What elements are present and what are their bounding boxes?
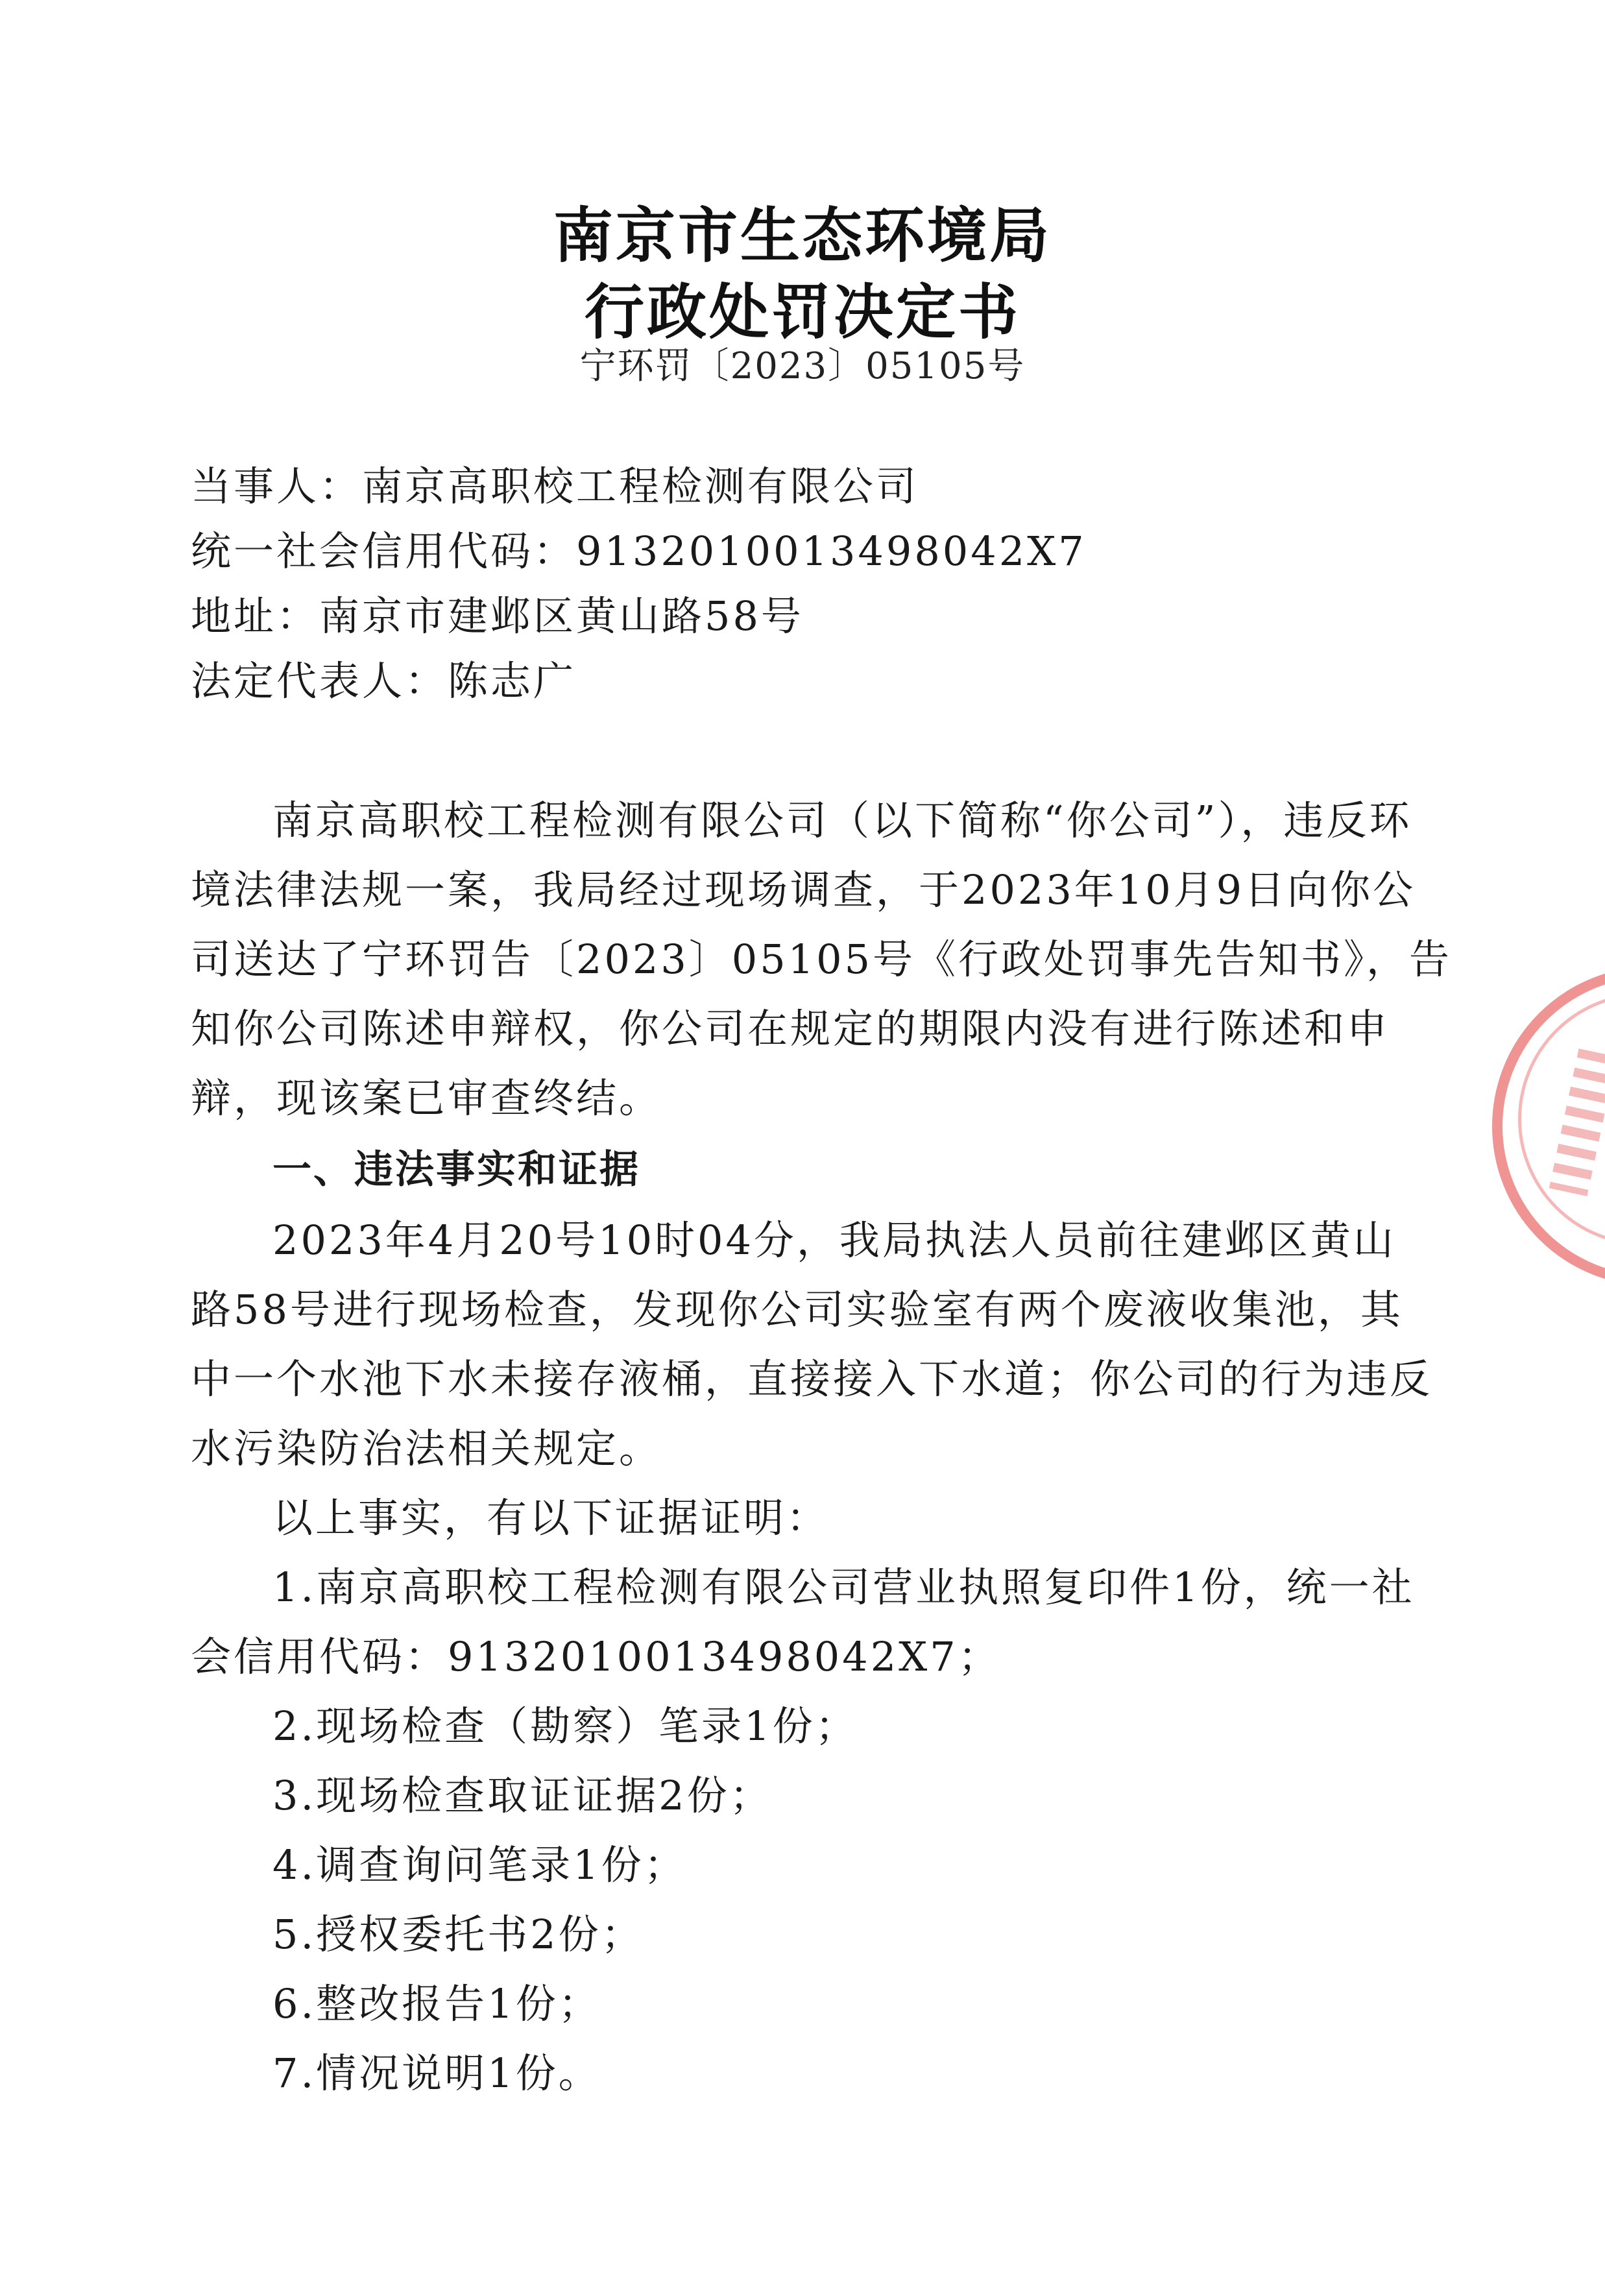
document-title-line1: 南京市生态环境局 xyxy=(553,201,1052,271)
document-number: 宁环罚〔2023〕05105号 xyxy=(579,345,1026,387)
intro-line: 知你公司陈述申辩权，你公司在规定的期限内没有进行陈述和申 xyxy=(191,1005,1390,1052)
evidence-item: 4.调查询问笔录1份； xyxy=(272,1841,687,1889)
fact-line: 水污染防治法相关规定。 xyxy=(191,1425,662,1472)
intro-line: 南京高职校工程检测有限公司（以下简称“你公司”），违反环 xyxy=(272,797,1412,844)
evidence-item: 6.整改报告1份； xyxy=(272,1980,601,2027)
evidence-item: 2.现场检查（勘察）笔录1份； xyxy=(272,1702,858,1750)
evidence-item: 会信用代码：9132010013498042X7； xyxy=(191,1633,1001,1680)
intro-line: 辩，现该案已审查终结。 xyxy=(191,1074,662,1122)
evidence-item: 1.南京高职校工程检测有限公司营业执照复印件1份，统一社 xyxy=(272,1564,1415,1611)
party-name: 当事人：南京高职校工程检测有限公司 xyxy=(191,463,919,510)
intro-line: 境法律法规一案，我局经过现场调查，于2023年10月9日向你公 xyxy=(191,866,1416,913)
fact-line: 路58号进行现场检查，发现你公司实验室有两个废液收集池，其 xyxy=(191,1286,1403,1333)
fact-line: 中一个水池下水未接存液桶，直接接入下水道；你公司的行为违反 xyxy=(191,1355,1433,1403)
section-heading: 一、违法事实和证据 xyxy=(272,1147,640,1192)
party-credit-code: 统一社会信用代码：9132010013498042X7 xyxy=(191,527,1087,575)
fact-line: 2023年4月20号10时04分，我局执法人员前往建邺区黄山 xyxy=(272,1216,1396,1264)
document-title-line2: 行政处罚决定书 xyxy=(584,278,1020,347)
evidence-intro: 以上事实，有以下证据证明： xyxy=(272,1494,830,1541)
evidence-item: 3.现场检查取证证据2份； xyxy=(272,1772,773,1819)
evidence-item: 5.授权委托书2份； xyxy=(272,1911,644,1958)
evidence-item: 7.情况说明1份。 xyxy=(272,2049,601,2097)
party-legal-representative: 法定代表人：陈志广 xyxy=(191,657,577,705)
party-address: 地址：南京市建邺区黄山路58号 xyxy=(191,592,804,640)
intro-line: 司送达了宁环罚告〔2023〕05105号《行政处罚事先告知书》，告 xyxy=(191,936,1453,983)
